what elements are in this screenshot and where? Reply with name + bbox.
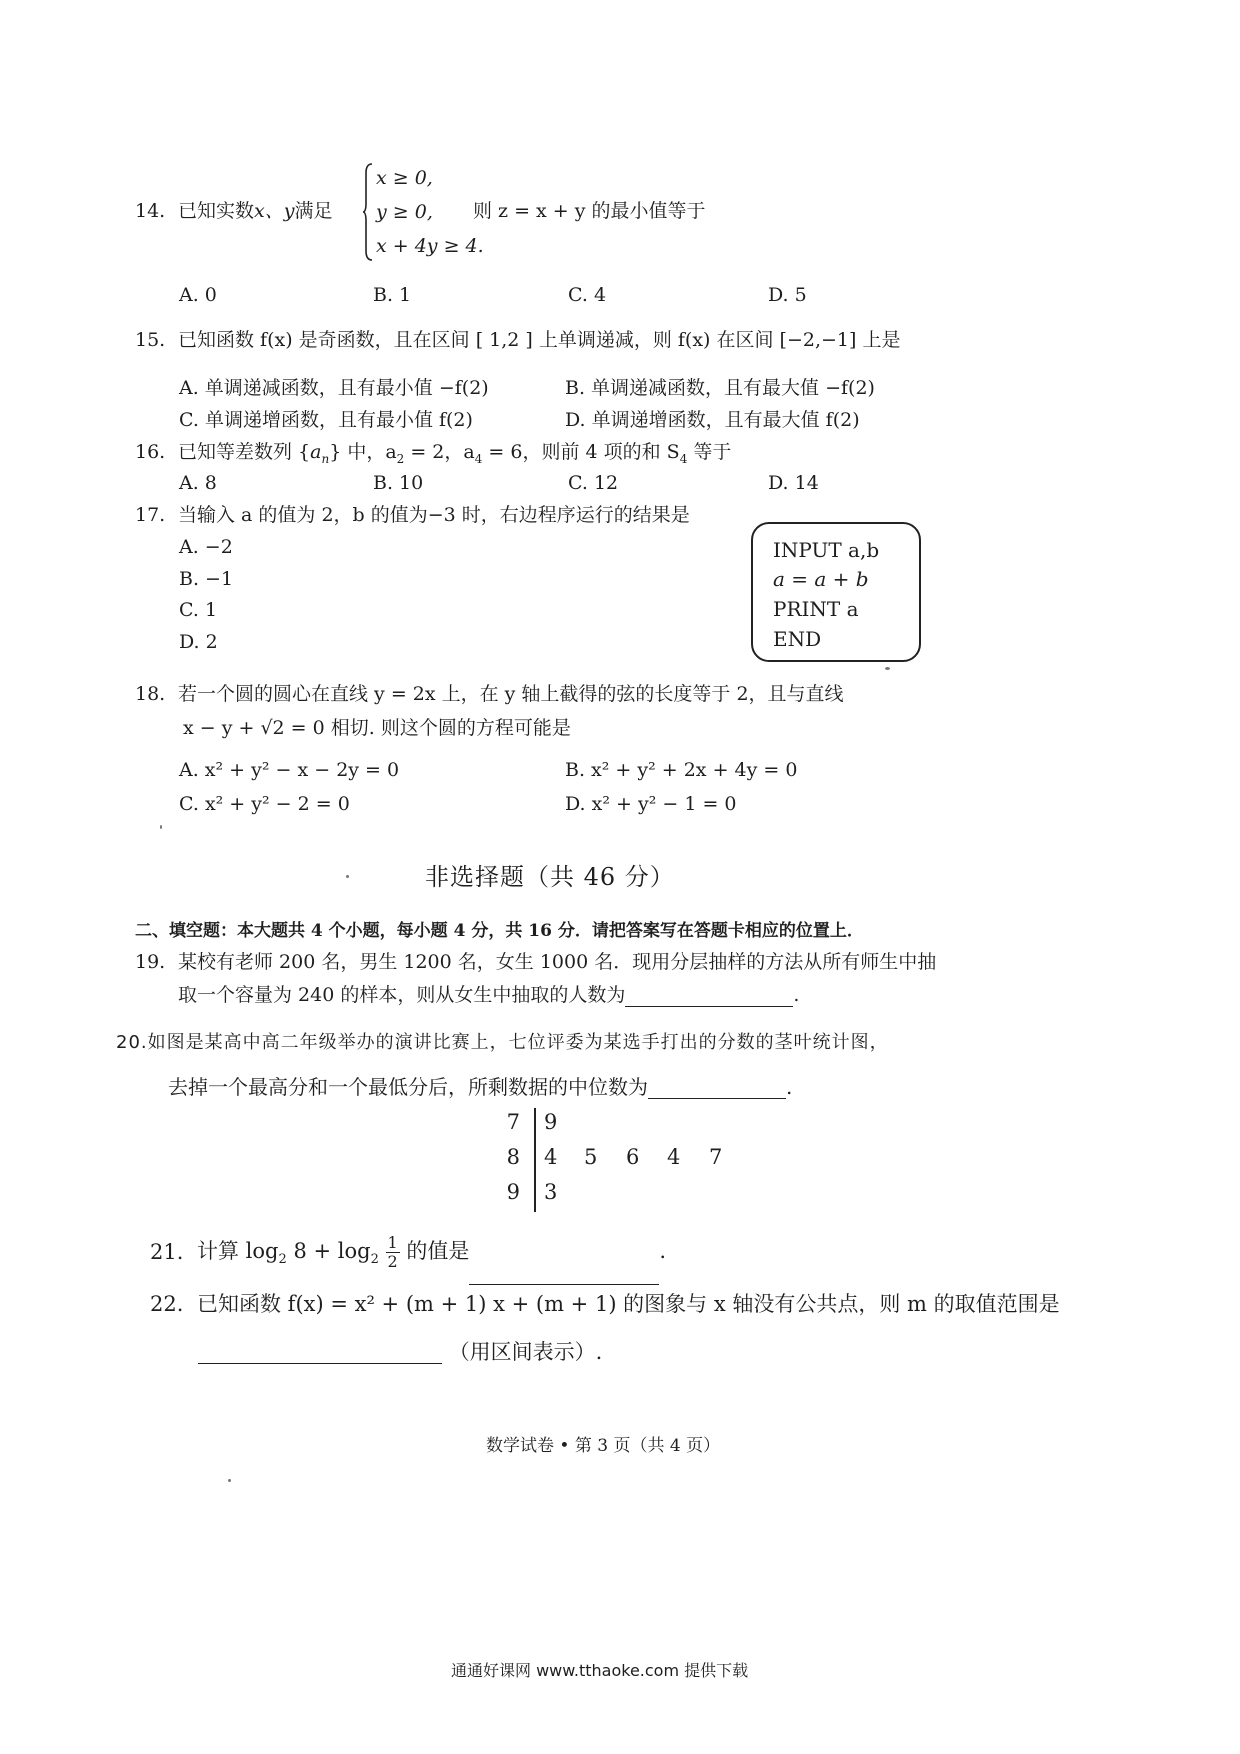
- stem-8: 8: [506, 1145, 520, 1169]
- q19-number: 19.: [135, 951, 166, 973]
- program-line-4: END: [773, 627, 822, 651]
- q16-option-a: A. 8: [179, 472, 217, 494]
- q14-brace: [363, 163, 373, 261]
- q16-option-d: D. 14: [768, 472, 819, 494]
- part2-heading: 二、填空题：本大题共 4 个小题，每小题 4 分，共 16 分．请把答案写在答题卡相应的位置上．: [135, 921, 864, 941]
- q22-line-2: （用区间表示）.: [198, 1340, 602, 1364]
- program-line-3: PRINT a: [773, 597, 859, 621]
- q17-question: 当输入 a 的值为 2，b 的值为−3 时，右边程序运行的结果是: [178, 504, 690, 526]
- q18-option-b: B. x² + y² + 2x + 4y = 0: [565, 759, 798, 781]
- q21-fraction: $\frac{1}{2}$: [387, 1233, 398, 1271]
- q14-option-a: A. 0: [179, 284, 217, 306]
- q18-line-2: x − y + √2 = 0 相切. 则这个圆的方程可能是: [183, 717, 571, 739]
- q21-answer-blank: [469, 1262, 659, 1285]
- stem-7: 7: [506, 1110, 520, 1134]
- q21-number: 21.: [150, 1240, 184, 1264]
- scan-speck: [160, 825, 162, 829]
- q22-line-1: 已知函数 f(x) = x² + (m + 1) x + (m + 1) 的图象与 x 轴没有公共点，则 m 的取值范围是: [197, 1292, 1060, 1316]
- q20-line-1: 20.如图是某高中高二年级举办的演讲比赛上，七位评委为某选手打出的分数的茎叶统计图，: [116, 1032, 889, 1053]
- section-title: 非选择题（共 46 分）: [425, 863, 675, 891]
- program-box: [751, 522, 921, 662]
- q21-question: 计算 $\log_2 8 + \log_2$ $\frac{1}{2}$ 的值是 .: [197, 1226, 666, 1285]
- q14-constraint-3: x + 4y ≥ 4.: [376, 235, 484, 257]
- q16-option-b: B. 10: [373, 472, 424, 494]
- leaf-7-0: 9: [544, 1110, 558, 1134]
- q15-option-a: A. 单调递减函数，且有最小值 −f(2): [179, 377, 489, 399]
- leaf-8-4: 7: [709, 1145, 723, 1169]
- q19-line-1: 某校有老师 200 名，男生 1200 名，女生 1000 名．现用分层抽样的方法从所有师生中抽: [178, 951, 937, 973]
- q16-question: 已知等差数列 $\{a_n\}$ 中，$a_2 = 2$，$a_4 = 6$，则前 4 项的和 $S_4$ 等于: [178, 441, 732, 466]
- scan-speck: [228, 1479, 231, 1482]
- q15-option-c: C. 单调递增函数，且有最小值 f(2): [179, 409, 473, 431]
- stem-9: 9: [506, 1180, 520, 1204]
- leaf-8-1: 5: [584, 1145, 598, 1169]
- stem-leaf-divider: [534, 1108, 536, 1212]
- q22-number: 22.: [150, 1292, 184, 1316]
- q17-option-b: B. −1: [179, 568, 234, 590]
- leaf-8-0: 4: [544, 1145, 558, 1169]
- q17-number: 17.: [135, 504, 166, 526]
- q14-option-d: D. 5: [768, 284, 807, 306]
- q17-option-a: A. −2: [179, 536, 233, 558]
- q18-option-d: D. x² + y² − 1 = 0: [565, 793, 737, 815]
- q15-option-d: D. 单调递增函数，且有最大值 f(2): [565, 409, 860, 431]
- program-line-1: INPUT a,b: [773, 538, 880, 562]
- leaf-9-0: 3: [544, 1180, 558, 1204]
- scan-speck: [346, 875, 349, 878]
- q18-number: 18.: [135, 683, 166, 705]
- q14-option-b: B. 1: [373, 284, 412, 306]
- q17-option-d: D. 2: [179, 631, 218, 653]
- page-footer: 数学试卷 • 第 3 页（共 4 页）: [486, 1436, 721, 1456]
- q18-option-c: C. x² + y² − 2 = 0: [179, 793, 350, 815]
- q15-option-b: B. 单调递减函数，且有最大值 −f(2): [565, 377, 875, 399]
- q14-stem: 已知实数x、y满足: [178, 200, 333, 222]
- q20-answer-blank: [648, 1080, 786, 1099]
- download-credit: 通通好课网 www.tthaoke.com 提供下载: [451, 1661, 749, 1680]
- leaf-8-2: 6: [626, 1145, 640, 1169]
- q18-option-a: A. x² + y² − x − 2y = 0: [179, 759, 400, 781]
- q15-number: 15.: [135, 329, 166, 351]
- q17-option-c: C. 1: [179, 599, 218, 621]
- scan-speck: [885, 667, 890, 670]
- program-line-2: a = a + b: [773, 567, 869, 591]
- leaf-8-3: 4: [667, 1145, 681, 1169]
- q14-constraint-1: x ≥ 0,: [376, 167, 433, 189]
- q18-line-1: 若一个圆的圆心在直线 y = 2x 上，在 y 轴上截得的弦的长度等于 2，且与直线: [178, 683, 844, 705]
- q19-answer-blank: [625, 988, 793, 1007]
- q20-line-2: 去掉一个最高分和一个最低分后，所剩数据的中位数为 .: [168, 1075, 793, 1099]
- q16-number: 16.: [135, 441, 166, 463]
- q14-constraint-2: y ≥ 0,: [376, 201, 433, 223]
- q19-line-2: 取一个容量为 240 的样本，则从女生中抽取的人数为 .: [178, 984, 800, 1006]
- q14-option-c: C. 4: [568, 284, 607, 306]
- q14-number: 14.: [135, 200, 166, 222]
- q14-question: 则 z = x + y 的最小值等于: [473, 200, 706, 222]
- q15-question: 已知函数 f(x) 是奇函数，且在区间 [ 1,2 ] 上单调递减，则 f(x) 在区间 [−2,−1] 上是: [178, 329, 901, 351]
- q16-option-c: C. 12: [568, 472, 619, 494]
- q22-answer-blank: [198, 1341, 442, 1364]
